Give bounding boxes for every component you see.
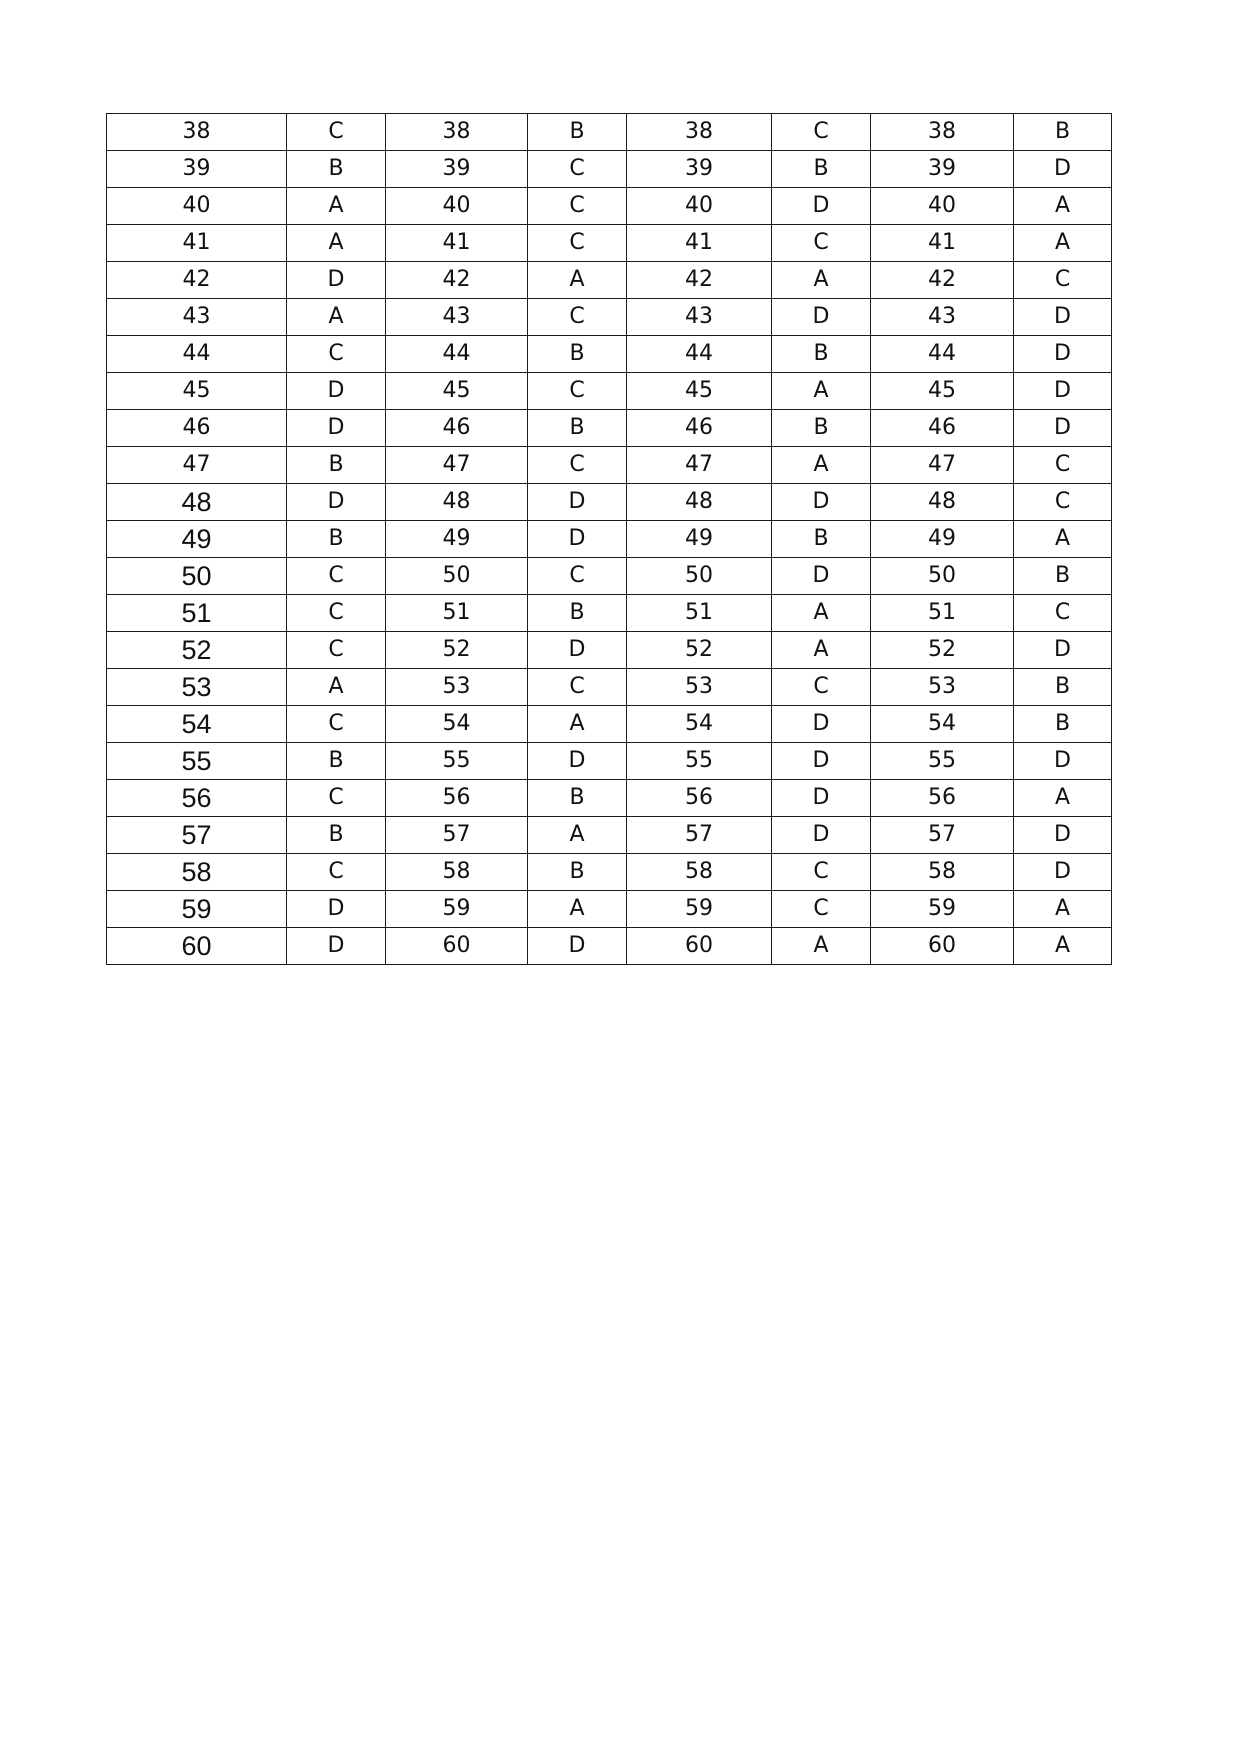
answer-key-table [106, 113, 1112, 965]
question-number-cell: 48 [107, 484, 287, 521]
table-row [107, 521, 1112, 558]
question-number-cell: 48 [386, 484, 528, 521]
question-number-cell: 51 [107, 595, 287, 632]
answer-cell: C [772, 669, 871, 706]
question-number-cell: 55 [871, 743, 1014, 780]
question-number-cell: 44 [871, 336, 1014, 373]
question-number-cell: 58 [627, 854, 772, 891]
answer-cell: B [528, 114, 627, 151]
answer-cell: A [772, 928, 871, 965]
question-number-cell: 45 [627, 373, 772, 410]
question-number-cell: 40 [871, 188, 1014, 225]
question-number-cell: 46 [627, 410, 772, 447]
question-number-cell: 46 [107, 410, 287, 447]
question-number-cell: 40 [386, 188, 528, 225]
answer-cell: B [1014, 669, 1112, 706]
answer-cell: D [287, 262, 386, 299]
table-row [107, 743, 1112, 780]
answer-cell: B [1014, 558, 1112, 595]
question-number-cell: 39 [627, 151, 772, 188]
answer-cell: B [772, 410, 871, 447]
answer-cell: A [528, 706, 627, 743]
answer-cell: C [528, 151, 627, 188]
question-number-cell: 57 [627, 817, 772, 854]
answer-cell: C [287, 336, 386, 373]
question-number-cell: 53 [871, 669, 1014, 706]
question-number-cell: 57 [107, 817, 287, 854]
question-number-cell: 57 [386, 817, 528, 854]
answer-cell: D [287, 373, 386, 410]
question-number-cell: 38 [871, 114, 1014, 151]
answer-cell: D [1014, 373, 1112, 410]
answer-cell: D [772, 484, 871, 521]
question-number-cell: 48 [627, 484, 772, 521]
answer-cell: B [528, 595, 627, 632]
question-number-cell: 50 [107, 558, 287, 595]
question-number-cell: 57 [871, 817, 1014, 854]
answer-cell: B [772, 336, 871, 373]
answer-cell: B [287, 743, 386, 780]
table-row [107, 262, 1112, 299]
table-row [107, 669, 1112, 706]
answer-cell: A [528, 262, 627, 299]
question-number-cell: 44 [627, 336, 772, 373]
question-number-cell: 48 [871, 484, 1014, 521]
answer-cell: C [528, 299, 627, 336]
question-number-cell: 56 [871, 780, 1014, 817]
question-number-cell: 51 [386, 595, 528, 632]
answer-cell: A [528, 817, 627, 854]
question-number-cell: 55 [386, 743, 528, 780]
question-number-cell: 58 [871, 854, 1014, 891]
question-number-cell: 51 [627, 595, 772, 632]
question-number-cell: 40 [107, 188, 287, 225]
question-number-cell: 58 [386, 854, 528, 891]
answer-cell: D [772, 188, 871, 225]
question-number-cell: 40 [627, 188, 772, 225]
answer-cell: B [528, 336, 627, 373]
answer-cell: A [772, 262, 871, 299]
answer-cell: D [287, 928, 386, 965]
answer-cell: A [287, 299, 386, 336]
answer-cell: B [528, 854, 627, 891]
question-number-cell: 54 [107, 706, 287, 743]
answer-cell: A [772, 632, 871, 669]
answer-cell: D [772, 780, 871, 817]
answer-cell: D [1014, 817, 1112, 854]
answer-cell: D [772, 558, 871, 595]
question-number-cell: 41 [386, 225, 528, 262]
table-row [107, 706, 1112, 743]
answer-cell: D [772, 817, 871, 854]
question-number-cell: 41 [107, 225, 287, 262]
question-number-cell: 53 [627, 669, 772, 706]
answer-cell: C [528, 373, 627, 410]
question-number-cell: 46 [386, 410, 528, 447]
question-number-cell: 39 [107, 151, 287, 188]
table-row [107, 817, 1112, 854]
question-number-cell: 45 [386, 373, 528, 410]
question-number-cell: 49 [386, 521, 528, 558]
answer-cell: D [772, 706, 871, 743]
question-number-cell: 42 [386, 262, 528, 299]
answer-cell: A [287, 225, 386, 262]
answer-cell: C [528, 447, 627, 484]
answer-cell: C [528, 669, 627, 706]
question-number-cell: 47 [386, 447, 528, 484]
question-number-cell: 47 [107, 447, 287, 484]
question-number-cell: 38 [627, 114, 772, 151]
answer-key-body [107, 114, 1112, 965]
question-number-cell: 39 [386, 151, 528, 188]
question-number-cell: 60 [107, 928, 287, 965]
table-row [107, 891, 1112, 928]
answer-cell: C [287, 632, 386, 669]
question-number-cell: 52 [107, 632, 287, 669]
answer-cell: C [772, 225, 871, 262]
question-number-cell: 56 [627, 780, 772, 817]
answer-cell: B [287, 447, 386, 484]
question-number-cell: 49 [871, 521, 1014, 558]
answer-cell: A [1014, 928, 1112, 965]
question-number-cell: 50 [386, 558, 528, 595]
answer-cell: C [287, 780, 386, 817]
answer-cell: A [1014, 780, 1112, 817]
question-number-cell: 55 [107, 743, 287, 780]
answer-cell: C [287, 706, 386, 743]
answer-cell: C [1014, 447, 1112, 484]
question-number-cell: 60 [386, 928, 528, 965]
answer-cell: D [287, 891, 386, 928]
table-row [107, 114, 1112, 151]
question-number-cell: 39 [871, 151, 1014, 188]
answer-cell: D [528, 928, 627, 965]
answer-cell: D [528, 632, 627, 669]
question-number-cell: 56 [107, 780, 287, 817]
question-number-cell: 47 [627, 447, 772, 484]
answer-cell: D [1014, 336, 1112, 373]
table-row [107, 188, 1112, 225]
answer-cell: C [1014, 595, 1112, 632]
question-number-cell: 49 [627, 521, 772, 558]
table-row [107, 151, 1112, 188]
question-number-cell: 59 [107, 891, 287, 928]
question-number-cell: 38 [386, 114, 528, 151]
answer-cell: C [1014, 484, 1112, 521]
answer-cell: C [287, 114, 386, 151]
question-number-cell: 54 [386, 706, 528, 743]
table-row [107, 373, 1112, 410]
question-number-cell: 42 [107, 262, 287, 299]
table-row [107, 447, 1112, 484]
question-number-cell: 59 [627, 891, 772, 928]
question-number-cell: 53 [386, 669, 528, 706]
table-row [107, 558, 1112, 595]
question-number-cell: 53 [107, 669, 287, 706]
question-number-cell: 43 [627, 299, 772, 336]
table-row [107, 336, 1112, 373]
answer-cell: B [287, 151, 386, 188]
answer-cell: C [528, 225, 627, 262]
answer-cell: D [1014, 151, 1112, 188]
answer-cell: B [528, 780, 627, 817]
question-number-cell: 41 [871, 225, 1014, 262]
answer-cell: A [772, 595, 871, 632]
table-row [107, 410, 1112, 447]
answer-cell: B [1014, 706, 1112, 743]
question-number-cell: 44 [386, 336, 528, 373]
answer-cell: A [1014, 188, 1112, 225]
question-number-cell: 59 [386, 891, 528, 928]
question-number-cell: 43 [386, 299, 528, 336]
answer-cell: B [287, 817, 386, 854]
table-row [107, 780, 1112, 817]
table-row [107, 484, 1112, 521]
question-number-cell: 54 [871, 706, 1014, 743]
question-number-cell: 58 [107, 854, 287, 891]
question-number-cell: 50 [871, 558, 1014, 595]
answer-cell: A [1014, 225, 1112, 262]
question-number-cell: 47 [871, 447, 1014, 484]
answer-cell: C [1014, 262, 1112, 299]
answer-cell: B [528, 410, 627, 447]
answer-cell: A [1014, 891, 1112, 928]
table-row [107, 854, 1112, 891]
answer-cell: C [528, 558, 627, 595]
answer-cell: B [772, 521, 871, 558]
table-row [107, 928, 1112, 965]
answer-cell: D [772, 299, 871, 336]
question-number-cell: 43 [871, 299, 1014, 336]
answer-cell: D [1014, 299, 1112, 336]
answer-cell: A [528, 891, 627, 928]
question-number-cell: 54 [627, 706, 772, 743]
question-number-cell: 43 [107, 299, 287, 336]
question-number-cell: 56 [386, 780, 528, 817]
answer-cell: D [1014, 743, 1112, 780]
question-number-cell: 60 [627, 928, 772, 965]
answer-cell: C [772, 854, 871, 891]
question-number-cell: 38 [107, 114, 287, 151]
question-number-cell: 42 [627, 262, 772, 299]
answer-cell: B [287, 521, 386, 558]
answer-cell: D [1014, 410, 1112, 447]
answer-cell: B [772, 151, 871, 188]
table-row [107, 225, 1112, 262]
answer-cell: C [287, 854, 386, 891]
answer-cell: A [772, 447, 871, 484]
question-number-cell: 59 [871, 891, 1014, 928]
question-number-cell: 49 [107, 521, 287, 558]
answer-cell: C [772, 114, 871, 151]
question-number-cell: 60 [871, 928, 1014, 965]
table-row [107, 299, 1112, 336]
answer-cell: D [772, 743, 871, 780]
question-number-cell: 51 [871, 595, 1014, 632]
question-number-cell: 52 [627, 632, 772, 669]
answer-cell: D [528, 521, 627, 558]
question-number-cell: 42 [871, 262, 1014, 299]
answer-cell: D [1014, 854, 1112, 891]
answer-cell: D [1014, 632, 1112, 669]
answer-cell: D [287, 484, 386, 521]
answer-cell: C [287, 595, 386, 632]
answer-cell: D [528, 484, 627, 521]
answer-cell: C [287, 558, 386, 595]
question-number-cell: 45 [871, 373, 1014, 410]
question-number-cell: 55 [627, 743, 772, 780]
question-number-cell: 45 [107, 373, 287, 410]
question-number-cell: 41 [627, 225, 772, 262]
question-number-cell: 52 [871, 632, 1014, 669]
question-number-cell: 52 [386, 632, 528, 669]
answer-cell: A [1014, 521, 1112, 558]
answer-cell: C [528, 188, 627, 225]
answer-cell: C [772, 891, 871, 928]
answer-cell: A [772, 373, 871, 410]
answer-cell: A [287, 188, 386, 225]
answer-cell: B [1014, 114, 1112, 151]
table-row [107, 595, 1112, 632]
question-number-cell: 44 [107, 336, 287, 373]
question-number-cell: 46 [871, 410, 1014, 447]
question-number-cell: 50 [627, 558, 772, 595]
answer-cell: D [287, 410, 386, 447]
answer-cell: D [528, 743, 627, 780]
table-row [107, 632, 1112, 669]
answer-cell: A [287, 669, 386, 706]
